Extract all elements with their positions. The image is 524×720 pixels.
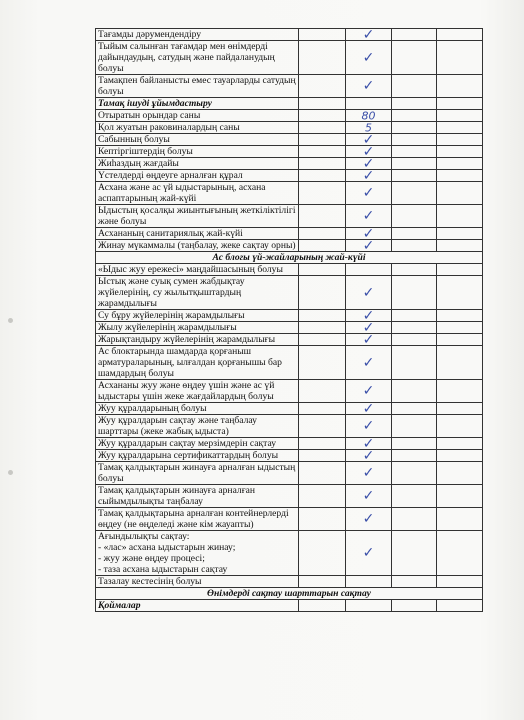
answer-cell (299, 228, 346, 240)
answer-cell (392, 182, 437, 205)
answer-cell (437, 310, 483, 322)
handwritten-check-mark: ✓ (362, 488, 375, 504)
punch-hole (8, 470, 13, 475)
answer-cell (437, 146, 483, 158)
answer-cell (437, 450, 483, 462)
answer-cell (346, 228, 392, 240)
answer-cell (437, 205, 483, 228)
answer-cell (392, 415, 437, 438)
row-label: Тамақпен байланысты емес тауарларды сатудың болуы (96, 75, 299, 98)
answer-cell (392, 228, 437, 240)
row-label: Сабынның болуы (96, 134, 299, 146)
answer-cell (437, 228, 483, 240)
answer-cell (299, 415, 346, 438)
answer-cell (437, 508, 483, 531)
table-row (96, 158, 483, 170)
answer-cell (392, 380, 437, 403)
subsection-row (96, 600, 483, 612)
answer-cell (437, 98, 483, 110)
row-label: Жарықтандыру жүйелерінің жарамдылығы (96, 334, 299, 346)
handwritten-check-mark: ✓ (362, 449, 375, 462)
row-label: Ыстық және суық сумен жабдықтау жүйелерінің, су жылытқыштардың жарамдылығы (96, 276, 299, 310)
row-label: «Ыдыс жуу ережесі» маңдайшасының болуы (96, 264, 299, 276)
row-label: Тамақ қалдықтарына арналған контейнерлерді өңдеу (не өңделеді және кім жауапты) (96, 508, 299, 531)
answer-cell (346, 600, 392, 612)
answer-cell (299, 462, 346, 485)
answer-cell (299, 438, 346, 450)
row-label: Ыдыстың қосалқы жиынтығының жеткіліктілігі және болуы (96, 205, 299, 228)
answer-cell (299, 380, 346, 403)
answer-cell (299, 264, 346, 276)
table-row (96, 531, 483, 576)
row-label: Асхананың санитариялық жай-күйі (96, 228, 299, 240)
answer-cell (346, 403, 392, 415)
answer-cell (346, 122, 392, 134)
answer-cell (299, 134, 346, 146)
answer-cell (346, 29, 392, 41)
row-label: Тамақ қалдықтарын жинауға арналған ыдыстың болуы (96, 462, 299, 485)
answer-cell (299, 322, 346, 334)
handwritten-check-mark: ✓ (362, 418, 375, 434)
answer-cell (392, 322, 437, 334)
table-row (96, 75, 483, 98)
table-row (96, 576, 483, 588)
answer-cell (392, 600, 437, 612)
answer-cell (437, 29, 483, 41)
answer-cell (392, 462, 437, 485)
answer-cell (392, 75, 437, 98)
table-row (96, 485, 483, 508)
answer-cell (299, 403, 346, 415)
answer-cell (437, 462, 483, 485)
answer-cell (437, 276, 483, 310)
handwritten-number: 80 (361, 109, 376, 122)
row-label: Жылу жүйелерінің жарамдылығы (96, 322, 299, 334)
answer-cell (346, 531, 392, 576)
answer-cell (299, 75, 346, 98)
answer-cell (346, 146, 392, 158)
answer-cell (392, 576, 437, 588)
answer-cell (437, 600, 483, 612)
answer-cell (392, 146, 437, 158)
subsection-row (96, 98, 483, 110)
handwritten-check-mark: ✓ (362, 49, 375, 66)
answer-cell (437, 322, 483, 334)
answer-cell (346, 322, 392, 334)
handwritten-check-mark: ✓ (362, 402, 375, 415)
handwritten-check-mark: ✓ (362, 185, 375, 201)
row-label: Қол жуатын раковиналардың саны (96, 122, 299, 134)
handwritten-check-mark: ✓ (362, 78, 375, 94)
answer-cell (346, 205, 392, 228)
table-row (96, 462, 483, 485)
handwritten-check-mark: ✓ (362, 133, 375, 146)
table-row (96, 228, 483, 240)
answer-cell (437, 41, 483, 75)
answer-cell (392, 170, 437, 182)
table-row (96, 205, 483, 228)
answer-cell (346, 134, 392, 146)
table-row (96, 276, 483, 310)
table-row (96, 110, 483, 122)
row-label: Жуу құралдарына сертификаттардың болуы (96, 450, 299, 462)
answer-cell (437, 75, 483, 98)
row-label: Кептіргіштердің болуы (96, 146, 299, 158)
answer-cell (299, 508, 346, 531)
answer-cell (346, 346, 392, 380)
answer-cell (346, 98, 392, 110)
table-row (96, 334, 483, 346)
answer-cell (392, 134, 437, 146)
answer-cell (392, 334, 437, 346)
inspection-checklist-table (95, 28, 483, 612)
answer-cell (346, 276, 392, 310)
handwritten-check-mark: ✓ (362, 227, 375, 240)
handwritten-check-mark: ✓ (362, 354, 375, 371)
answer-cell (299, 182, 346, 205)
table-row (96, 438, 483, 450)
answer-cell (346, 380, 392, 403)
answer-cell (392, 276, 437, 310)
handwritten-check-mark: ✓ (362, 545, 375, 561)
answer-cell (437, 485, 483, 508)
handwritten-check-mark: ✓ (362, 169, 375, 182)
answer-cell (437, 122, 483, 134)
answer-cell (437, 346, 483, 380)
answer-cell (437, 134, 483, 146)
answer-cell (346, 158, 392, 170)
table-row (96, 310, 483, 322)
answer-cell (299, 485, 346, 508)
handwritten-check-mark: ✓ (362, 333, 375, 346)
answer-cell (437, 438, 483, 450)
answer-cell (346, 264, 392, 276)
answer-cell (346, 462, 392, 485)
handwritten-check-mark: ✓ (362, 28, 375, 41)
answer-cell (299, 531, 346, 576)
answer-cell (346, 334, 392, 346)
row-label: Жуу құралдарының болуы (96, 403, 299, 415)
table-row (96, 415, 483, 438)
table-row (96, 346, 483, 380)
answer-cell (346, 170, 392, 182)
answer-cell (392, 110, 437, 122)
answer-cell (437, 380, 483, 403)
answer-cell (299, 41, 346, 75)
answer-cell (437, 110, 483, 122)
answer-cell (437, 415, 483, 438)
subsection-title: Тамақ ішуді ұйымдастыру (96, 98, 299, 110)
row-label: Үстелдерді өңдеуге арналған құрал (96, 170, 299, 182)
table-row (96, 380, 483, 403)
table-row (96, 41, 483, 75)
row-label: Тамақ қалдықтарын жинауға арналған сыйымдылықты таңбалау (96, 485, 299, 508)
table-row (96, 322, 483, 334)
answer-cell (346, 485, 392, 508)
handwritten-check-mark: ✓ (362, 321, 375, 334)
answer-cell (299, 158, 346, 170)
answer-cell (392, 346, 437, 380)
answer-cell (299, 600, 346, 612)
answer-cell (392, 240, 437, 252)
answer-cell (299, 310, 346, 322)
answer-cell (299, 98, 346, 110)
answer-cell (392, 438, 437, 450)
answer-cell (437, 264, 483, 276)
answer-cell (437, 576, 483, 588)
answer-cell (392, 508, 437, 531)
handwritten-check-mark: ✓ (362, 157, 375, 170)
table-row (96, 170, 483, 182)
section-title: Ас блогы үй-жайларының жай-күйі (96, 252, 483, 264)
answer-cell (437, 182, 483, 205)
answer-cell (346, 508, 392, 531)
handwritten-check-mark: ✓ (362, 239, 375, 252)
row-label: Су бұру жүйелерінің жарамдылығы (96, 310, 299, 322)
row-label: Отыратын орындар саны (96, 110, 299, 122)
answer-cell (299, 334, 346, 346)
handwritten-check-mark: ✓ (362, 383, 375, 399)
answer-cell (346, 240, 392, 252)
answer-cell (299, 205, 346, 228)
answer-cell (392, 310, 437, 322)
section-header-row (96, 252, 483, 264)
punch-hole (8, 318, 13, 323)
table-row (96, 264, 483, 276)
answer-cell (299, 346, 346, 380)
table-row (96, 146, 483, 158)
answer-cell (299, 240, 346, 252)
answer-cell (392, 264, 437, 276)
answer-cell (437, 403, 483, 415)
answer-cell (392, 485, 437, 508)
handwritten-check-mark: ✓ (362, 284, 375, 301)
handwritten-check-mark: ✓ (362, 145, 375, 158)
row-label: Жуу құралдарын сақтау мерзімдерін сақтау (96, 438, 299, 450)
row-label: Жиһаздың жағдайы (96, 158, 299, 170)
answer-cell (392, 205, 437, 228)
answer-cell (392, 41, 437, 75)
row-label: Жинау мүкаммалы (таңбалау, жеке сақтау орны) (96, 240, 299, 252)
answer-cell (346, 75, 392, 98)
section-title: Өнімдерді сақтау шарттарын сақтау (96, 588, 483, 600)
table-row (96, 508, 483, 531)
answer-cell (346, 182, 392, 205)
answer-cell (299, 450, 346, 462)
answer-cell (392, 531, 437, 576)
handwritten-check-mark: ✓ (362, 208, 375, 224)
answer-cell (346, 450, 392, 462)
answer-cell (392, 122, 437, 134)
handwritten-check-mark: ✓ (362, 511, 375, 527)
section-header-row (96, 588, 483, 600)
answer-cell (437, 334, 483, 346)
subsection-title: Қоймалар (96, 600, 299, 612)
answer-cell (392, 450, 437, 462)
answer-cell (346, 576, 392, 588)
handwritten-check-mark: ✓ (362, 465, 375, 481)
answer-cell (437, 170, 483, 182)
table-row (96, 240, 483, 252)
row-label: Ағындылықты сақтау: - «лас» асхана ыдыстарын жинау; - жуу және өңдеу процесі; - таза асхана ыдыстарын сақтау (96, 531, 299, 576)
table-row (96, 122, 483, 134)
row-label: Жуу құралдарын сақтау және таңбалау шарттары (жеке жабық ыдыста) (96, 415, 299, 438)
row-label: Тағамды дәрумендендіру (96, 29, 299, 41)
row-label: Тазалау кестесінің болуы (96, 576, 299, 588)
table-row (96, 134, 483, 146)
answer-cell (299, 110, 346, 122)
answer-cell (392, 98, 437, 110)
row-label: Асхананы жуу және өңдеу үшін және ас үй ыдыстары үшін жеке жағдайлардың болуы (96, 380, 299, 403)
answer-cell (299, 576, 346, 588)
row-label: Тыйым салынған тағамдар мен өнімдерді дайындаудың, сатудың және пайдаланудың болуы (96, 41, 299, 75)
answer-cell (346, 310, 392, 322)
handwritten-number: 5 (365, 121, 372, 134)
answer-cell (299, 170, 346, 182)
answer-cell (392, 29, 437, 41)
handwritten-check-mark: ✓ (362, 437, 375, 450)
answer-cell (392, 158, 437, 170)
answer-cell (346, 415, 392, 438)
answer-cell (299, 29, 346, 41)
table-row (96, 403, 483, 415)
answer-cell (437, 158, 483, 170)
table-row (96, 450, 483, 462)
answer-cell (346, 438, 392, 450)
answer-cell (437, 240, 483, 252)
row-label: Асхана және ас үй ыдыстарының, асхана аспаптарының жай-күйі (96, 182, 299, 205)
answer-cell (299, 146, 346, 158)
answer-cell (299, 122, 346, 134)
answer-cell (392, 403, 437, 415)
table-row (96, 29, 483, 41)
row-label: Ас блоктарында шамдарда қорғаныш арматураларының, ылғалдан қорғанышы бар шамдардың болуы (96, 346, 299, 380)
answer-cell (346, 110, 392, 122)
answer-cell (299, 276, 346, 310)
table-row (96, 182, 483, 205)
answer-cell (346, 41, 392, 75)
answer-cell (437, 531, 483, 576)
handwritten-check-mark: ✓ (362, 309, 375, 322)
